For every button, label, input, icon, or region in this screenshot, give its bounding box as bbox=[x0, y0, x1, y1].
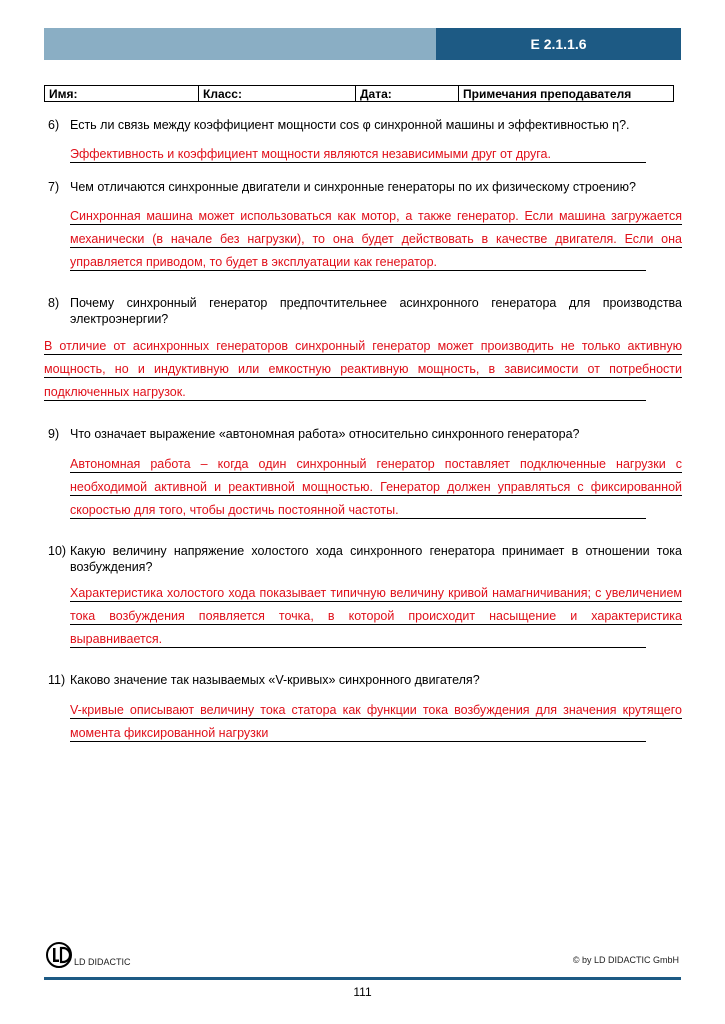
question-number: 10) bbox=[48, 544, 67, 558]
question-text: Каково значение так называемых «V-кривых» синхронного двигателя? bbox=[70, 673, 480, 687]
question-text: Почему синхронный генератор предпочтительнее асинхронного генератора для производства электроэнергии? bbox=[70, 296, 682, 326]
class-field: Класс: bbox=[199, 86, 356, 102]
answer-line bbox=[70, 518, 646, 519]
ld-logo-icon bbox=[44, 940, 74, 970]
date-field: Дата: bbox=[356, 86, 459, 102]
answer-text: В отличие от асинхронных генераторов синхронный генератор может производить не только активную мощность, но и индуктивную или емкостную реактивную мощность, в зависимости от потребности подключенных нагрузок. bbox=[44, 339, 682, 399]
question-text: Есть ли связь между коэффициент мощности cos φ синхронной машины и эффективностью η?. bbox=[70, 118, 630, 132]
answer-line bbox=[70, 495, 682, 496]
answer-text: Синхронная машина может использоваться как мотор, а также генератор. Если машина загружается механически (в начале без нагрузки), то она будет действовать в качестве двигателя. Если она управляется приводом, то будет в эксплуатации как генератор. bbox=[70, 209, 682, 269]
answer-line bbox=[70, 647, 646, 648]
answer-line bbox=[44, 354, 682, 355]
answer-text: V-кривые описывают величину тока статора как функции тока возбуждения для значения крутящего момента фиксированной нагрузки bbox=[70, 703, 682, 740]
footer-brand: LD DIDACTIC bbox=[74, 957, 131, 967]
footer-copyright: © by LD DIDACTIC GmbH bbox=[572, 955, 679, 965]
question-number: 6) bbox=[48, 118, 60, 132]
question-number: 7) bbox=[48, 180, 60, 194]
answer-line bbox=[44, 400, 646, 401]
document-code: E 2.1.1.6 bbox=[436, 28, 681, 60]
answer-line bbox=[70, 162, 646, 163]
teacher-notes-field: Примечания преподавателя bbox=[459, 86, 674, 102]
answer-line bbox=[70, 472, 682, 473]
answer-line bbox=[70, 247, 682, 248]
answer-line bbox=[70, 601, 682, 602]
question-text: Какую величину напряжение холостого хода синхронного генератора принимает в отношении тока возбуждения? bbox=[70, 544, 682, 574]
footer-rule bbox=[44, 977, 681, 980]
question-number: 9) bbox=[48, 427, 60, 441]
answer-line bbox=[70, 718, 682, 719]
question-number: 11) bbox=[48, 673, 66, 687]
question-text: Что означает выражение «автономная работа» относительно синхронного генератора? bbox=[70, 427, 580, 441]
answer-text: Характеристика холостого хода показывает типичную величину кривой намагничивания; с увеличением тока возбуждения появляется точка, в которой происходит насыщение и характеристика выравнивается. bbox=[70, 586, 682, 646]
answer-line bbox=[70, 624, 682, 625]
answer-line bbox=[70, 224, 682, 225]
page-number: 111 bbox=[353, 985, 372, 999]
info-table bbox=[44, 85, 674, 102]
answer-line bbox=[70, 741, 646, 742]
answer-line bbox=[70, 270, 646, 271]
answer-text: Эффективность и коэффициент мощности являются независимыми друг от друга. bbox=[70, 147, 551, 161]
question-number: 8) bbox=[48, 296, 60, 310]
answer-text: Автономная работа – когда один синхронный генератор поставляет подключенные нагрузки с необходимой активной и реактивной мощностью. Генератор должен управляться с фиксированной скоростью для того, чтобы достичь постоянной частоты. bbox=[70, 457, 682, 517]
answer-line bbox=[44, 377, 682, 378]
name-field: Имя: bbox=[45, 86, 199, 102]
question-text: Чем отличаются синхронные двигатели и синхронные генераторы по их физическому строению? bbox=[70, 180, 636, 194]
